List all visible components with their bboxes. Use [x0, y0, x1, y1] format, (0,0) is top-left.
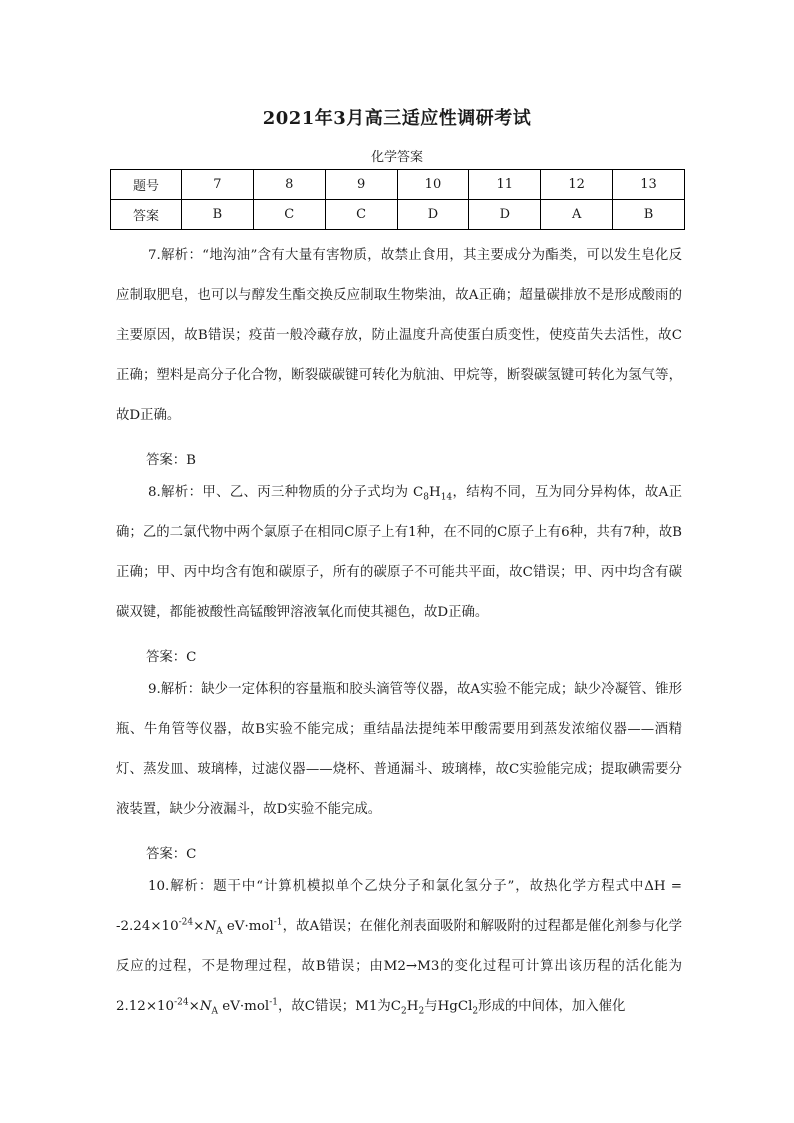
table-cell-answer: C — [325, 200, 397, 230]
q10-text-4: 与HgCl — [424, 999, 473, 1014]
q10-text-1: 10.解析：题干中“计算机模拟单个乙炔分子和氯化氢分子”，故热化学方程式中ΔH = -2.24×10 — [116, 879, 682, 934]
q8-h-subscript: 14 — [440, 492, 453, 503]
table-cell-number: 9 — [325, 170, 397, 200]
q8-text-2: ，结构不同，互为同分异构体，故A正确；乙的二氯代物中两个氯原子在相同C原子上有1种，在不同的C原子上有6种，共有7种，故B正确；甲、丙中均含有饱和碳原子，所有的碳原子不可能共平面，故C错误；甲、丙中均含有碳碳双键，都能被酸性高锰酸钾溶液氧化而使其褪色，故D正确。 — [116, 485, 682, 620]
q8-c-subscript: 8 — [423, 492, 430, 503]
q10-text-2: ，故A错误；在催化剂表面吸附和解吸附的过程都是催化剂参与化学反应的过程，不是物理过程，故B错误；由M2→M3的变化过程可计算出该历程的活化能为 2.12×10 — [116, 919, 682, 1014]
q8-text-1: 8.解析：甲、乙、丙三种物质的分子式均为 C — [148, 485, 424, 500]
q10-unit-exponent-2: -1 — [269, 997, 278, 1008]
table-cell-answer: B — [613, 200, 685, 230]
q10-h-letter: H — [406, 999, 419, 1014]
table-cell-answer: D — [469, 200, 541, 230]
table-cell-answer: D — [397, 200, 469, 230]
table-cell-number: 12 — [541, 170, 613, 200]
table-cell-answer: B — [182, 200, 254, 230]
q8-answer: 答案：C — [146, 650, 197, 665]
q10-text-5: 形成的中间体，加入催化 — [478, 999, 626, 1014]
page-title: 2021年3月高三适应性调研考试 — [262, 108, 532, 129]
table-cell-number: 11 — [469, 170, 541, 200]
table-cell-number: 8 — [253, 170, 325, 200]
q10-avogadro-n-2: N — [199, 999, 212, 1014]
q10-explanation — [116, 867, 682, 1027]
q10-times-2: × — [188, 999, 200, 1014]
table-cell-answer: A — [541, 200, 613, 230]
q10-unit-2: eV·mol — [218, 999, 270, 1014]
q10-unit-1: eV·mol — [222, 919, 274, 934]
q10-avogadro-sub: A — [216, 926, 223, 937]
table-row-numbers — [111, 170, 685, 200]
table-cell-number: 10 — [397, 170, 469, 200]
table-cell-number: 13 — [613, 170, 685, 200]
q10-avogadro-sub-2: A — [211, 1006, 219, 1017]
q10-exponent-2: -24 — [174, 997, 189, 1008]
page-subtitle: 化学答案 — [370, 150, 423, 165]
q8-explanation — [116, 473, 682, 633]
q10-times: × — [193, 919, 205, 934]
q10-avogadro-n: N — [204, 919, 217, 934]
q10-unit-exponent-1: -1 — [273, 917, 283, 928]
q7-answer: 答案：B — [146, 453, 197, 468]
table-header-label: 答案 — [111, 200, 182, 230]
answer-table — [110, 169, 685, 230]
q9-explanation: 9.解析：缺少一定体积的容量瓶和胶头滴管等仪器，故A实验不能完成；缺少冷凝管、锥形瓶、牛角管等仪器，故B实验不能完成；重结晶法提纯苯甲酸需要用到蒸发浓缩仪器——酒精灯、蒸发皿、玻璃棒，过滤仪器——烧杯、普通漏斗、玻璃棒，故C实验能完成；提取碘需要分液装置，缺少分液漏斗，故D实验不能完成。 — [116, 682, 682, 817]
q8-h-letter: H — [429, 485, 441, 500]
q7-explanation: 7.解析：“地沟油”含有大量有害物质，故禁止食用，其主要成分为酯类，可以发生皂化反应制取肥皂，也可以与醇发生酯交换反应制取生物柴油，故A正确；超量碳排放不是形成酸雨的主要原因，故B错误；疫苗一般冷藏存放，防止温度升高使蛋白质变性，使疫苗失去活性，故C正确；塑料是高分子化合物，断裂碳碳键可转化为航油、甲烷等，断裂碳氢键可转化为氢气等，故D正确。 — [116, 248, 682, 423]
table-cell-number: 7 — [182, 170, 254, 200]
q9-answer: 答案：C — [146, 847, 197, 862]
q10-exponent-1: -24 — [178, 917, 194, 928]
q10-c-subscript: 2 — [401, 1006, 407, 1017]
q10-h-subscript: 2 — [418, 1006, 425, 1017]
q10-cl-subscript: 2 — [472, 1006, 479, 1017]
table-header-label: 题号 — [111, 170, 182, 200]
table-row-answers — [111, 200, 685, 230]
q10-text-3: ，故C错误；M1为C — [277, 999, 402, 1014]
table-cell-answer: C — [253, 200, 325, 230]
